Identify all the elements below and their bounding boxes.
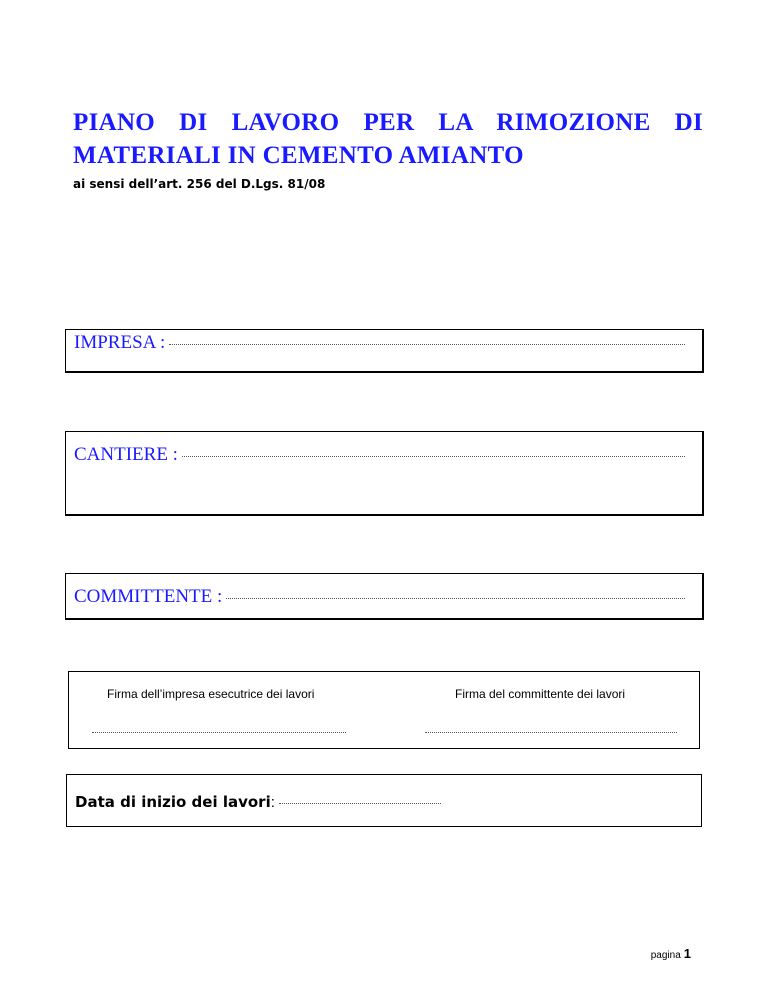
committente-box <box>65 573 704 620</box>
committente-signature-line[interactable] <box>425 732 677 733</box>
committente-signature-label: Firma del committente dei lavori <box>455 687 626 701</box>
impresa-dotted-line <box>169 344 685 345</box>
committente-field[interactable] <box>74 586 685 608</box>
impresa-box <box>65 329 704 373</box>
start-date-field[interactable] <box>75 793 441 811</box>
start-date-label: Data di inizio dei lavori <box>75 793 271 811</box>
page-number-value: 1 <box>683 946 691 961</box>
cantiere-field[interactable] <box>74 444 685 466</box>
committente-dotted-line <box>226 598 685 599</box>
committente-label: COMMITTENTE : <box>74 586 223 607</box>
start-date-dotted-line <box>279 803 441 804</box>
impresa-signature-label: Firma dell’impresa esecutrice dei lavori <box>107 687 315 701</box>
cantiere-label: CANTIERE : <box>74 444 178 465</box>
cantiere-dotted-line <box>182 456 685 457</box>
impresa-field[interactable] <box>74 332 685 354</box>
cantiere-box <box>65 431 704 516</box>
date-box <box>66 774 702 827</box>
document-subtitle: ai sensi dell’art. 256 del D.Lgs. 81/08 <box>73 177 326 191</box>
page-label: pagina <box>650 950 681 961</box>
signatures-box <box>68 671 700 749</box>
page-number <box>651 946 691 961</box>
document-title: PIANO DI LAVORO PER LA RIMOZIONE DI MATERIALI IN CEMENTO AMIANTO <box>73 109 703 169</box>
impresa-label: IMPRESA : <box>74 332 166 353</box>
impresa-signature-line[interactable] <box>92 732 346 733</box>
start-date-colon: : <box>270 794 275 811</box>
